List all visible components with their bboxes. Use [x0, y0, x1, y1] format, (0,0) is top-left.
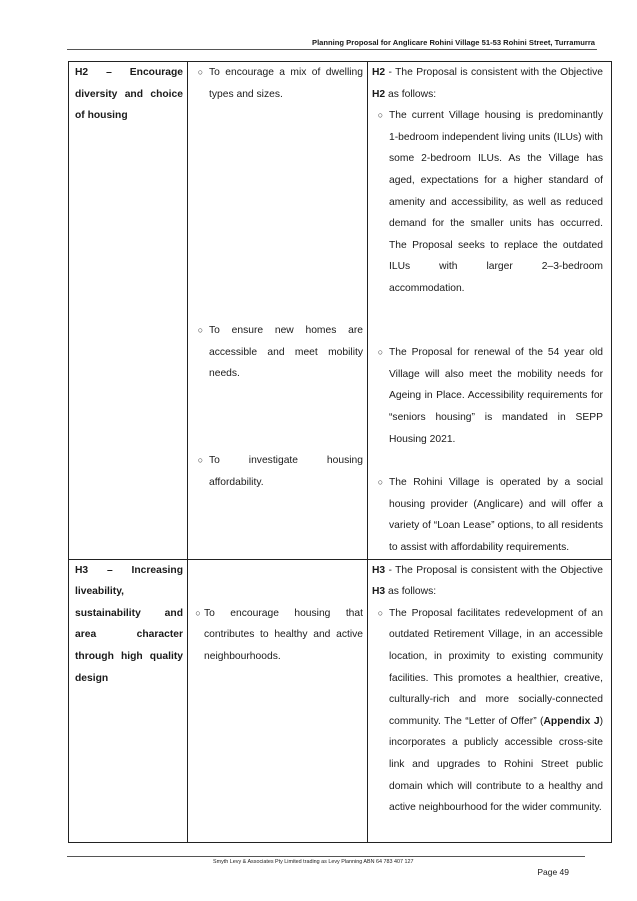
response-cell-h3	[368, 559, 612, 842]
response-intro	[372, 62, 603, 105]
action-text: To investigate housing affordability.	[209, 455, 363, 488]
document-header-title: Planning Proposal for Anglicare Rohini Village 51-53 Rohini Street, Turramurra	[312, 38, 595, 47]
response-intro	[372, 560, 603, 603]
response-intro-text: - The Proposal is consistent with the Objective	[385, 564, 603, 576]
actions-cell-h3	[188, 559, 368, 842]
response-item	[372, 472, 603, 558]
response-text: The current Village housing is predominantly 1-bedroom independent living units (ILUs) with some 2-bedroom ILUs. As the Village has aged, expectations for a higher standard of amenity and accessibility, as well as reduced demand for the smaller units has occurred. The Proposal seeks to replace the outdated ILUs with larger 2–3-bedroom accommodation.	[389, 110, 603, 294]
objective-line: design	[75, 672, 109, 684]
action-item	[192, 603, 363, 668]
response-text-part: ) incorporates a publicly accessible cross-site link and upgrades to Rohini Street public domain which will contribute to a healthy and active neighbourhood for the wider community.	[389, 715, 603, 814]
table-row-h3	[69, 559, 612, 842]
objective-code: H3	[372, 564, 386, 576]
response-item	[372, 342, 603, 472]
objective-line: H2 – Encourage	[75, 67, 183, 78]
action-text: To encourage housing that contributes to healthy and active neighbourhoods.	[204, 607, 363, 662]
bullet-icon: ○	[377, 347, 384, 358]
objective-line: liveability,	[75, 586, 125, 598]
response-text	[389, 603, 603, 819]
action-item	[192, 450, 363, 493]
page-number: Page 49	[537, 867, 569, 877]
action-item	[192, 62, 363, 320]
objective-code: H2	[372, 88, 386, 100]
objective-code: H2	[372, 67, 386, 78]
response-item	[372, 105, 603, 342]
bullet-icon: ○	[195, 607, 201, 618]
response-text: The Rohini Village is operated by a social housing provider (Anglicare) and will offer a variety of “Loan Lease” options, to all residents to assist with affordability requirements.	[389, 477, 603, 553]
actions-cell-h2	[188, 62, 368, 560]
bullet-icon: ○	[377, 110, 384, 121]
bullet-icon: ○	[197, 455, 204, 465]
appendix-reference: Appendix J	[543, 715, 600, 727]
objective-line: sustainability and	[75, 607, 183, 619]
objective-cell-h3	[69, 559, 188, 842]
header-rule	[67, 49, 597, 50]
response-intro-text: as follows:	[385, 586, 437, 598]
action-item	[192, 320, 363, 450]
bullet-icon: ○	[197, 325, 204, 335]
objective-line: through high quality	[75, 650, 183, 662]
objective-cell-h2	[69, 62, 188, 560]
bullet-icon: ○	[377, 607, 384, 618]
footer-company-text: Smyth Levy & Associates Pty Limited trading as Levy Planning ABN 64 783 407 127	[213, 859, 414, 865]
objective-line: of housing	[75, 110, 128, 122]
response-intro-text: as follows:	[385, 88, 437, 100]
response-item	[372, 603, 603, 819]
action-text: To encourage a mix of dwelling types and sizes.	[209, 67, 363, 100]
table-row-h2	[69, 62, 612, 560]
objective-code: H3	[372, 586, 386, 598]
action-text: To ensure new homes are accessible and meet mobility needs.	[209, 325, 363, 380]
objective-line: area character	[75, 629, 183, 641]
response-cell-h2	[368, 62, 612, 560]
response-text-part: The Proposal facilitates redevelopment of an outdated Retirement Village, in an accessible location, in proximity to existing community facilities. This promotes a healthier, creative, culturally-rich and more socially-connected community. The “Letter of Offer” (	[389, 607, 603, 727]
response-intro-text: - The Proposal is consistent with the Objective	[385, 67, 603, 78]
response-text: The Proposal for renewal of the 54 year old Village will also meet the mobility needs for Ageing in Place. Accessibility requirements for “seniors housing” is mandated in SEPP Housing 2021.	[389, 347, 603, 445]
objective-line: H3 – Increasing	[75, 564, 183, 576]
footer-rule	[67, 856, 585, 857]
objective-line: diversity and choice	[75, 88, 183, 100]
bullet-icon: ○	[377, 477, 384, 488]
objectives-table	[68, 61, 612, 843]
bullet-icon: ○	[197, 67, 204, 77]
